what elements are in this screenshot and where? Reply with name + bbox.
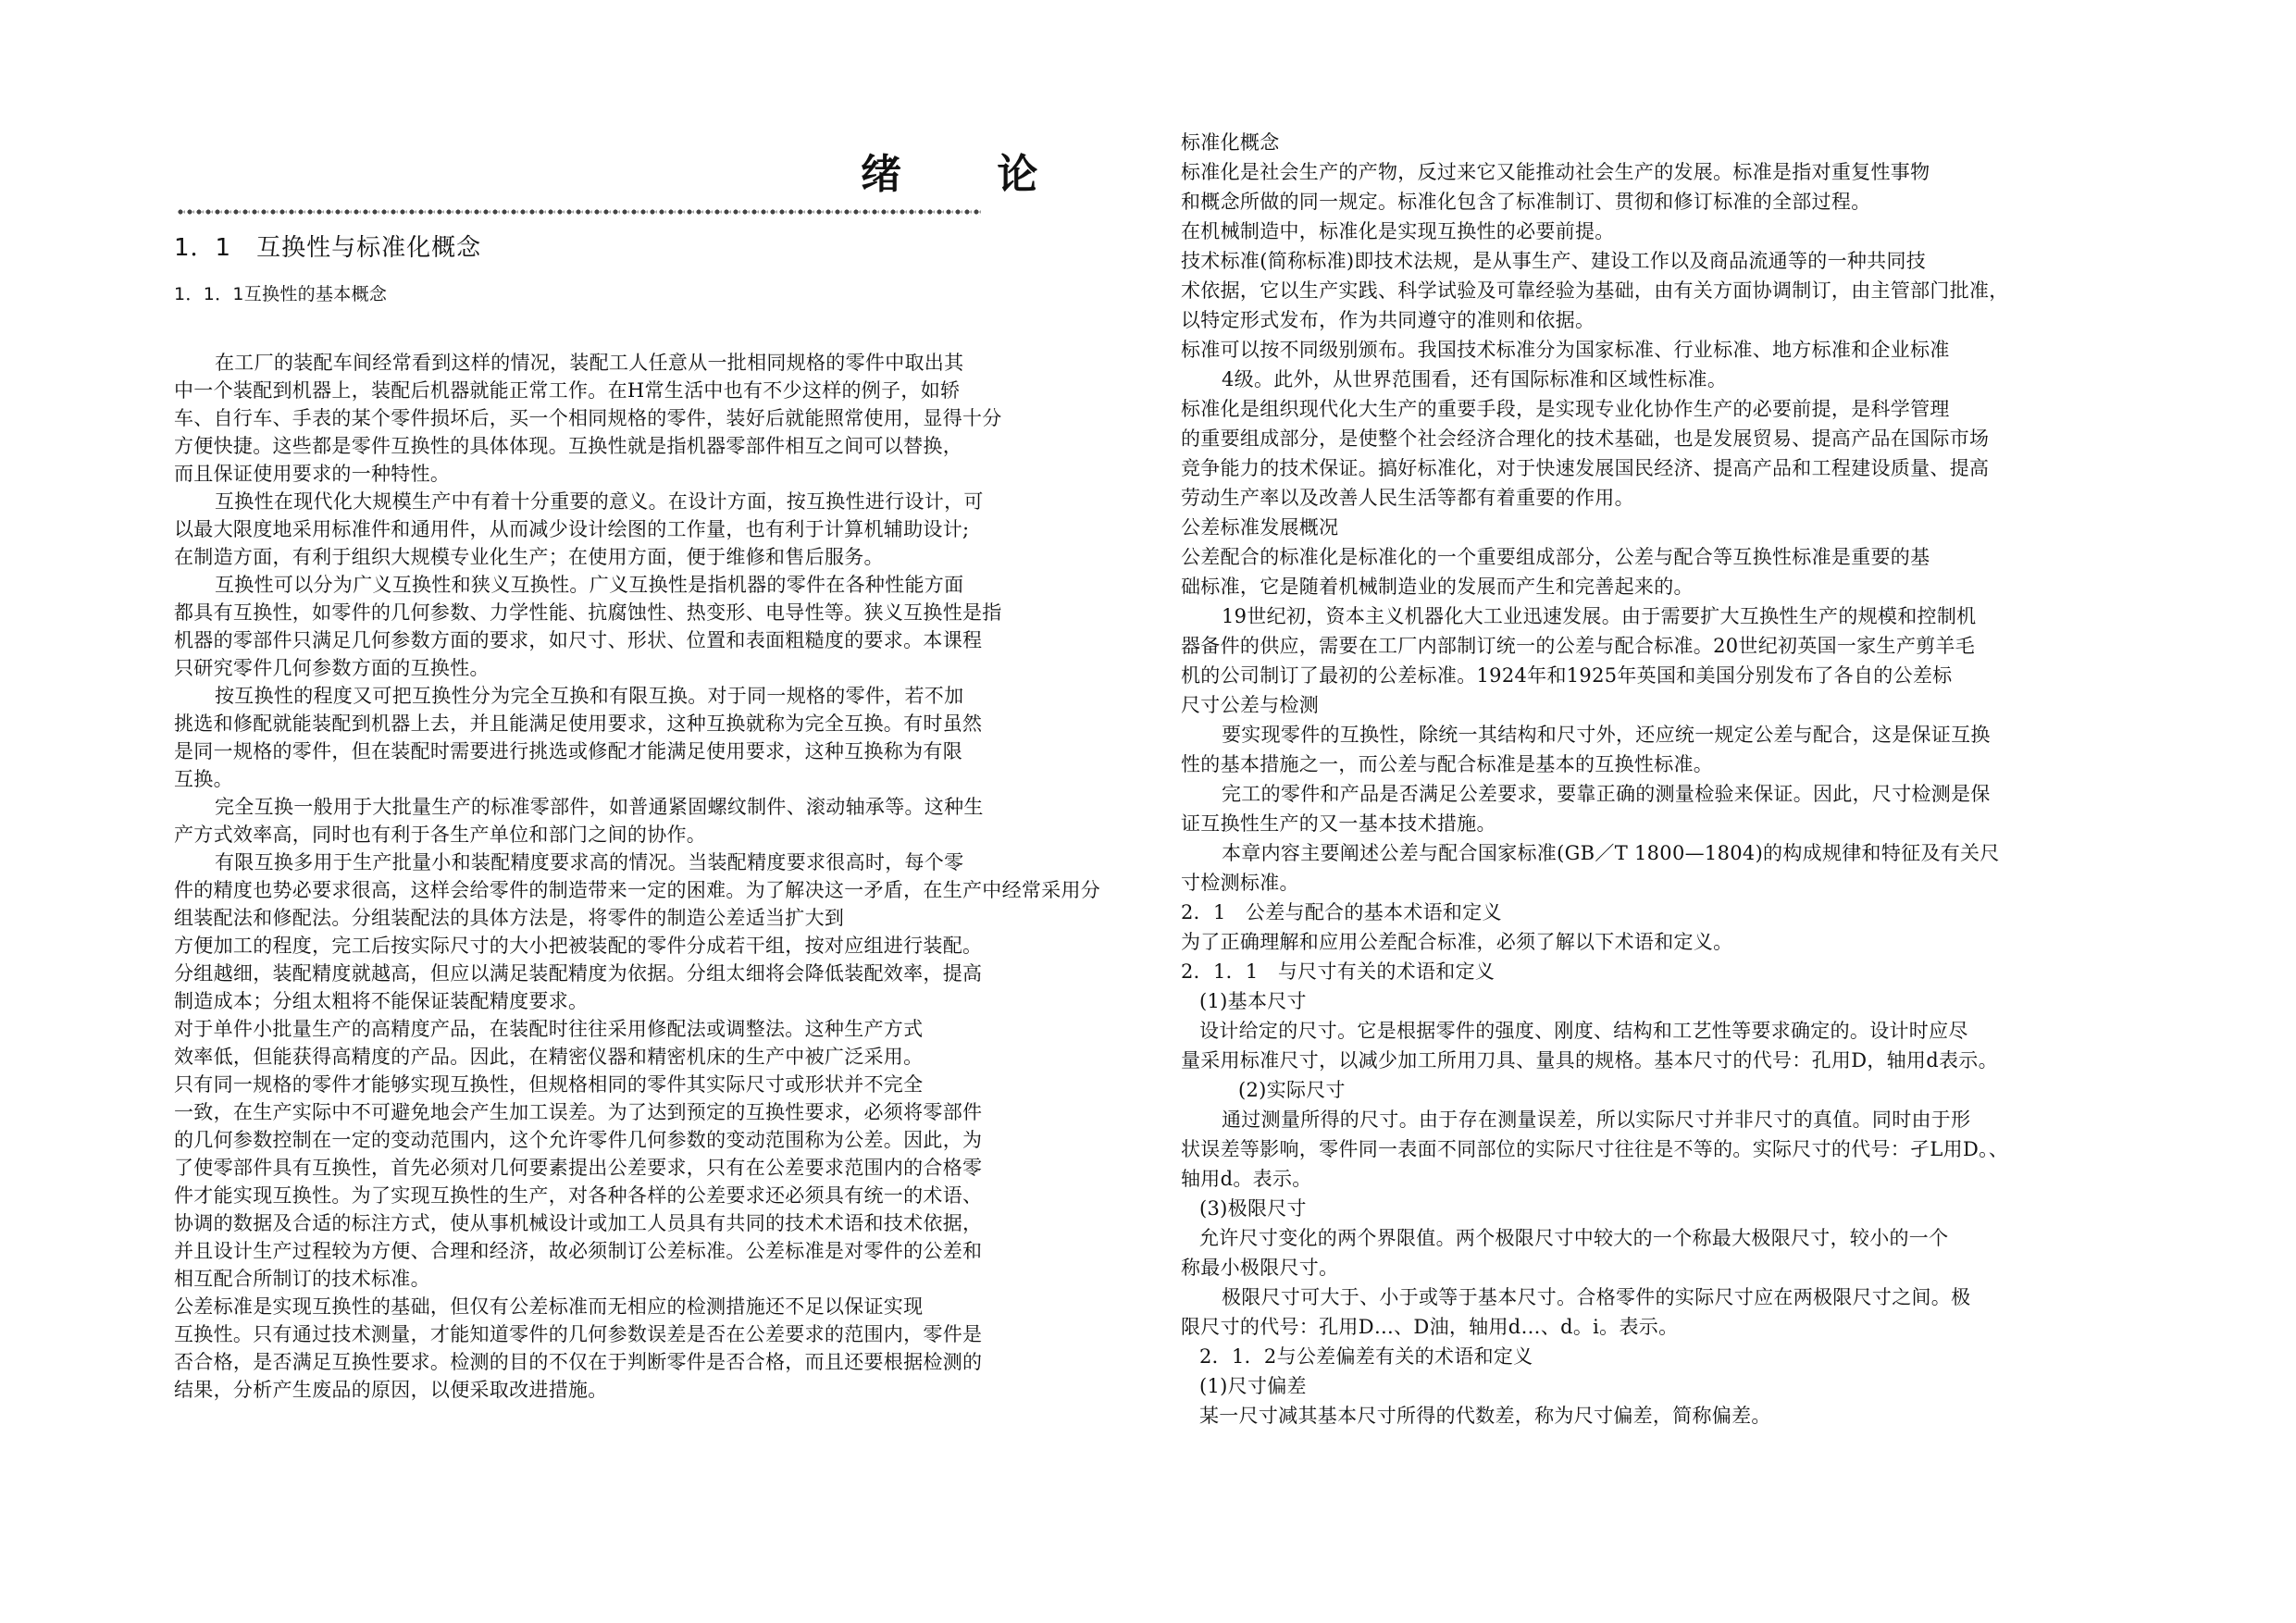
text-line: 在制造方面，有利于组织大规模专业化生产；在使用方面，便于维修和售后服务。 (174, 546, 884, 568)
text-line: 的几何参数控制在一定的变动范围内，这个允许零件几何参数的变动范围称为公差。因此，为 (174, 1129, 983, 1151)
text-line: 对于单件小批量生产的高精度产品，在装配时往往采用修配法或调整法。这种生产方式 (174, 1018, 924, 1040)
text-line: (3)极限尺寸 (1199, 1197, 1307, 1220)
text-line: 有限互换多用于生产批量小和装配精度要求高的情况。当装配精度要求很高时，每个零 (215, 851, 964, 873)
text-line: 2．1．2与公差偏差有关的术语和定义 (1199, 1345, 1533, 1368)
text-line: 2．1．1 与尺寸有关的术语和定义 (1181, 960, 1496, 983)
text-line: 寸检测标准。 (1181, 872, 1299, 894)
text-line: 19世纪初，资本主义机器化大工业迅速发展。由于需要扩大互换性生产的规模和控制机 (1222, 605, 1977, 627)
text-line: 公差标准是实现互换性的基础，但仅有公差标准而无相应的检测措施还不足以保证实现 (174, 1295, 924, 1318)
text-line: 方便快捷。这些都是零件互换性的具体体现。互换性就是指机器零部件相互之间可以替换， (174, 435, 962, 457)
text-line: 标准可以按不同级别颁布。我国技术标准分为国家标准、行业标准、地方标准和企业标准 (1181, 339, 1950, 361)
text-line: 互换。 (174, 768, 233, 790)
text-line: 效率低，但能获得高精度的产品。因此，在精密仪器和精密机床的生产中被广泛采用。 (174, 1046, 924, 1068)
text-line: 组装配法和修配法。分组装配法的具体方法是，将零件的制造公差适当扩大到 (174, 907, 845, 929)
text-line: 互换性在现代化大规模生产中有着十分重要的意义。在设计方面，按互换性进行设计，可 (215, 490, 984, 513)
text-line: 完全互换一般用于大批量生产的标准零部件，如普通紧固螺纹制件、滚动轴承等。这种生 (215, 796, 984, 818)
text-line: 设计给定的尺寸。它是根据零件的强度、刚度、结构和工艺性等要求确定的。设计时应尽 (1199, 1020, 1968, 1042)
text-line: 称最小极限尺寸。 (1181, 1257, 1339, 1279)
text-line: 以特定形式发布，作为共同遵守的准则和依据。 (1181, 309, 1595, 331)
text-line: 轴用d。表示。 (1181, 1168, 1312, 1190)
text-line: 中一个装配到机器上，装配后机器就能正常工作。在H常生活中也有不少这样的例子，如轿 (174, 379, 961, 402)
text-line: 极限尺寸可大于、小于或等于基本尺寸。合格零件的实际尺寸应在两极限尺寸之间。极 (1222, 1286, 1971, 1308)
text-line: 在工厂的装配车间经常看到这样的情况，装配工人任意从一批相同规格的零件中取出其 (215, 352, 964, 374)
text-line: 劳动生产率以及改善人民生活等都有着重要的作用。 (1181, 487, 1634, 509)
text-line: 都具有互换性，如零件的几何参数、力学性能、抗腐蚀性、热变形、电导性等。狭义互换性是指 (174, 601, 1002, 624)
text-line: 标准化是组织现代化大生产的重要手段，是实现专业化协作生产的必要前提，是科学管理 (1181, 398, 1950, 420)
text-line: 标准化概念 (1181, 131, 1280, 154)
text-line: 和概念所做的同一规定。标准化包含了标准制订、贯彻和修订标准的全部过程。 (1181, 191, 1871, 213)
subsection-heading: 1．1．1互换性的基本概念 (174, 284, 388, 304)
text-line: 互换性。只有通过技术测量，才能知道零件的几何参数误差是否在公差要求的范围内，零件是 (174, 1323, 983, 1345)
text-line: 某一尺寸减其基本尺寸所得的代数差，称为尺寸偏差，简称偏差。 (1199, 1405, 1771, 1427)
text-line: 件的精度也势必要求很高，这样会给零件的制造带来一定的困难。为了解决这一矛盾，在生产中经常采用分 (174, 879, 1101, 901)
text-line: 而且保证使用要求的一种特性。 (174, 463, 451, 485)
text-line: 按互换性的程度又可把互换性分为完全互换和有限互换。对于同一规格的零件，若不加 (215, 685, 964, 707)
text-line: 竞争能力的技术保证。搞好标准化，对于快速发展国民经济、提高产品和工程建设质量、提高 (1181, 457, 1990, 479)
text-line: 标准化是社会生产的产物，反过来它又能推动社会生产的发展。标准是指对重复性事物 (1181, 161, 1930, 183)
text-line: 制造成本；分组太粗将不能保证装配精度要求。 (174, 990, 589, 1012)
text-line: 器备件的供应，需要在工厂内部制订统一的公差与配合标准。20世纪初英国一家生产剪羊毛 (1181, 635, 1976, 657)
text-line: 机的公司制订了最初的公差标准。1924年和1925年英国和美国分别发布了各自的公差标 (1181, 664, 1953, 687)
text-line: 证互换性生产的又一基本技术措施。 (1181, 812, 1496, 835)
text-line: 挑选和修配就能装配到机器上去，并且能满足使用要求，这种互换就称为完全互换。有时虽然 (174, 712, 983, 735)
text-line: (1)尺寸偏差 (1199, 1375, 1307, 1397)
text-line: 2．1 公差与配合的基本术语和定义 (1181, 901, 1502, 923)
text-line: 为了正确理解和应用公差配合标准，必须了解以下术语和定义。 (1181, 931, 1733, 953)
text-line: 机器的零部件只满足几何参数方面的要求，如尺寸、形状、位置和表面粗糙度的要求。本课程 (174, 629, 983, 651)
text-line: 在机械制造中，标准化是实现互换性的必要前提。 (1181, 220, 1615, 242)
text-line: 相互配合所制订的技术标准。 (174, 1268, 430, 1290)
text-line: 4级。此外，从世界范围看，还有国际标准和区域性标准。 (1222, 368, 1728, 390)
text-line: 状误差等影响，零件同一表面不同部位的实际尺寸往往是不等的。实际尺寸的代号：孑L用D。、 (1181, 1138, 2009, 1160)
text-line: 以最大限度地采用标准件和通用件，从而减少设计绘图的工作量，也有利于计算机辅助设计; (174, 518, 970, 540)
text-line: 的重要组成部分，是使整个社会经济合理化的技术基础，也是发展贸易、提高产品在国际市场 (1181, 427, 1990, 450)
text-line: (1)基本尺寸 (1199, 990, 1307, 1012)
text-line: 只有同一规格的零件才能够实现互换性，但规格相同的零件其实际尺寸或形状并不完全 (174, 1073, 924, 1096)
text-line: 并且设计生产过程较为方便、合理和经济，故必须制订公差标准。公差标准是对零件的公差和 (174, 1240, 983, 1262)
text-line: (2)实际尺寸 (1238, 1079, 1346, 1101)
text-line: 性的基本措施之一，而公差与配合标准是基本的互换性标准。 (1181, 753, 1714, 775)
text-line: 产方式效率高，同时也有利于各生产单位和部门之间的协作。 (174, 824, 707, 846)
text-line: 互换性可以分为广义互换性和狭义互换性。广义互换性是指机器的零件在各种性能方面 (215, 574, 964, 596)
page-title: 绪 论 (861, 151, 1079, 198)
text-line: 了使零部件具有互换性，首先必须对几何要素提出公差要求，只有在公差要求范围内的合格零 (174, 1157, 983, 1179)
text-line: 限尺寸的代号：孔用D…、D油，轴用d…、d。i。表示。 (1181, 1316, 1679, 1338)
text-line: 方便加工的程度，完工后按实际尺寸的大小把被装配的零件分成若干组，按对应组进行装配。 (174, 935, 983, 957)
text-line: 结果，分析产生废品的原因，以便采取改进措施。 (174, 1379, 608, 1401)
text-line: 否合格，是否满足互换性要求。检测的目的不仅在于判断零件是否合格，而且还要根据检测的 (174, 1351, 983, 1373)
text-line: 只研究零件几何参数方面的互换性。 (174, 657, 490, 679)
text-line: 础标准，它是随着机械制造业的发展而产生和完善起来的。 (1181, 576, 1694, 598)
text-line: 本章内容主要阐述公差与配合国家标准(GB／T 1800—1804)的构成规律和特征及有关尺 (1222, 842, 2000, 864)
section-heading: 1．1 互换性与标准化概念 (174, 234, 482, 262)
text-line: 协调的数据及合适的标注方式，使从事机械设计或加工人员具有共同的技术术语和技术依据， (174, 1212, 983, 1234)
text-line: 允许尺寸变化的两个界限值。两个极限尺寸中较大的一个称最大极限尺寸，较小的一个 (1199, 1227, 1949, 1249)
text-line: 车、自行车、手表的某个零件损坏后，买一个相同规格的零件，装好后就能照常使用，显得十分 (174, 407, 1002, 429)
text-line: 公差标准发展概况 (1181, 516, 1339, 539)
text-line: 术依据，它以生产实践、科学试验及可靠经验为基础，由有关方面协调制订，由主管部门批准， (1181, 279, 2009, 302)
text-line: 一致，在生产实际中不可避免地会产生加工误差。为了达到预定的互换性要求，必须将零部件 (174, 1101, 983, 1123)
text-line: 分组越细，装配精度就越高，但应以满足装配精度为依据。分组太细将会降低装配效率，提高 (174, 962, 983, 985)
text-line: 公差配合的标准化是标准化的一个重要组成部分，公差与配合等互换性标准是重要的基 (1181, 546, 1930, 568)
text-line: 要实现零件的互换性，除统一其结构和尺寸外，还应统一规定公差与配合，这是保证互换 (1222, 724, 1991, 746)
text-line: 完工的零件和产品是否满足公差要求，要靠正确的测量检验来保证。因此，尺寸检测是保 (1222, 783, 1991, 805)
text-line: 是同一规格的零件，但在装配时需要进行挑选或修配才能满足使用要求，这种互换称为有限 (174, 740, 962, 762)
ornamental-divider (176, 207, 981, 217)
text-line: 量采用标准尺寸，以减少加工所用刀具、量具的规格。基本尺寸的代号：孔用D，轴用d表示。 (1181, 1049, 1998, 1072)
text-line: 技术标准(简称标准)即技术法规，是从事生产、建设工作以及商品流通等的一种共同技 (1181, 250, 1927, 272)
text-line: 件才能实现互换性。为了实现互换性的生产，对各种各样的公差要求还必须具有统一的术语、 (174, 1184, 983, 1207)
text-line: 通过测量所得的尺寸。由于存在测量误差，所以实际尺寸并非尺寸的真值。同时由于形 (1222, 1109, 1971, 1131)
text-line: 尺寸公差与检测 (1181, 694, 1320, 716)
